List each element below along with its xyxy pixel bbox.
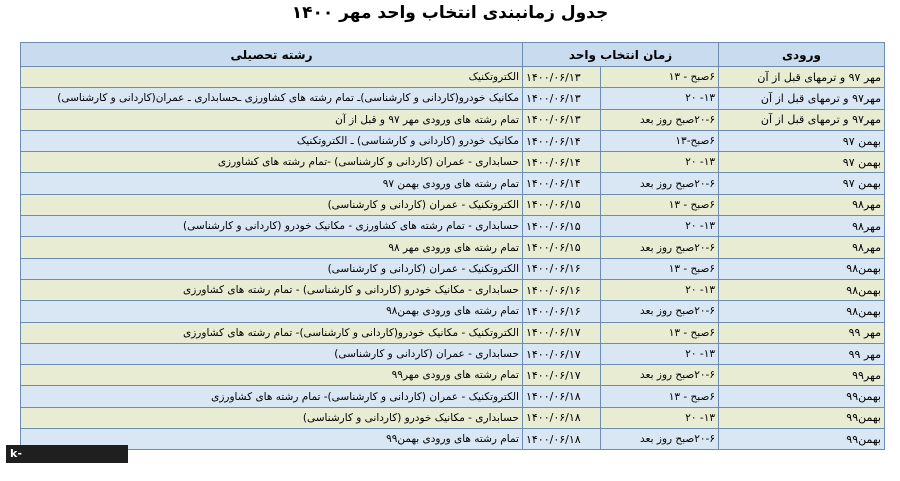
entry-cell: بهمن ۹۷	[719, 130, 885, 151]
table-row	[21, 67, 885, 88]
table-row	[21, 279, 885, 300]
date-cell: ۱۴۰۰/۰۶/۱۶	[522, 258, 600, 279]
field-cell: الکتروتکنیک	[21, 67, 523, 88]
date-cell: ۱۴۰۰/۰۶/۱۷	[522, 322, 600, 343]
date-cell: ۱۴۰۰/۰۶/۱۸	[522, 407, 600, 428]
table-row	[21, 322, 885, 343]
table-row	[21, 301, 885, 322]
schedule-table	[20, 42, 885, 450]
table-row	[21, 194, 885, 215]
date-cell: ۱۴۰۰/۰۶/۱۵	[522, 194, 600, 215]
field-cell: تمام رشته های ورودی بهمن۹۸	[21, 301, 523, 322]
date-cell: ۱۴۰۰/۰۶/۱۳	[522, 109, 600, 130]
time-range-cell: ۶صبح - ۱۳	[601, 258, 719, 279]
time-range-cell: ۱۳- ۲۰	[601, 343, 719, 364]
field-cell: حسابداری - مکانیک خودرو (کاردانی و کارشناسی) - تمام رشته های کشاورزی	[21, 279, 523, 300]
time-range-cell: ۲۰-۶صبح روز بعد	[601, 109, 719, 130]
entry-cell: مهر ۹۷ و ترمهای قبل از آن	[719, 67, 885, 88]
date-cell: ۱۴۰۰/۰۶/۱۴	[522, 152, 600, 173]
table-row	[21, 130, 885, 151]
date-cell: ۱۴۰۰/۰۶/۱۴	[522, 173, 600, 194]
field-cell: الکتروتکنیک - عمران (کاردانی و کارشناسی)	[21, 258, 523, 279]
entry-cell: بهمن۹۸	[719, 279, 885, 300]
field-cell: حسابداری - عمران (کاردانی و کارشناسی) -تمام رشته های کشاورزی	[21, 152, 523, 173]
header-entry: ورودی	[719, 43, 885, 67]
table-row	[21, 152, 885, 173]
date-cell: ۱۴۰۰/۰۶/۱۶	[522, 301, 600, 322]
entry-cell: مهر۹۹	[719, 365, 885, 386]
field-cell: الکتروتکنیک - عمران (کاردانی و کارشناسی)	[21, 194, 523, 215]
table-row	[21, 88, 885, 109]
page-title: جدول زمانبندی انتخاب واحد مهر ۱۴۰۰	[291, 3, 609, 23]
date-cell: ۱۴۰۰/۰۶/۱۸	[522, 429, 600, 450]
time-range-cell: ۲۰-۶صبح روز بعد	[601, 365, 719, 386]
field-cell: حسابداری - تمام رشته های کشاورزی - مکانیک خودرو (کاردانی و کارشناسی)	[21, 216, 523, 237]
entry-cell: مهر ۹۹	[719, 322, 885, 343]
header-field: رشته تحصیلی	[21, 43, 523, 67]
table-row	[21, 216, 885, 237]
field-cell: تمام رشته های ورودی بهمن ۹۷	[21, 173, 523, 194]
field-cell: حسابداری - عمران (کاردانی و کارشناسی)	[21, 343, 523, 364]
field-cell: تمام رشته های ورودی مهر ۹۸	[21, 237, 523, 258]
entry-cell: مهر۹۸	[719, 237, 885, 258]
entry-cell: مهر۹۸	[719, 216, 885, 237]
time-range-cell: ۱۳- ۲۰	[601, 279, 719, 300]
time-range-cell: ۱۳- ۲۰	[601, 216, 719, 237]
date-cell: ۱۴۰۰/۰۶/۱۷	[522, 365, 600, 386]
table-row	[21, 237, 885, 258]
field-cell: الکتروتکنیک - عمران (کاردانی و کارشناسی)- تمام رشته های کشاورزی	[21, 386, 523, 407]
field-cell: تمام رشته های ورودی مهر ۹۷ و قبل از آن	[21, 109, 523, 130]
time-range-cell: ۶صبح-۱۳	[601, 130, 719, 151]
entry-cell: مهر۹۷ و ترمهای قبل از آن	[719, 88, 885, 109]
table-row	[21, 258, 885, 279]
date-cell: ۱۴۰۰/۰۶/۱۳	[522, 67, 600, 88]
entry-cell: بهمن۹۸	[719, 258, 885, 279]
time-range-cell: ۲۰-۶صبح روز بعد	[601, 173, 719, 194]
field-cell: مکانیک خودرو (کاردانی و کارشناسی) ـ الکتروتکنیک	[21, 130, 523, 151]
table-row	[21, 365, 885, 386]
entry-cell: بهمن۹۸	[719, 301, 885, 322]
entry-cell: بهمن۹۹	[719, 386, 885, 407]
time-range-cell: ۲۰-۶صبح روز بعد	[601, 301, 719, 322]
date-cell: ۱۴۰۰/۰۶/۱۸	[522, 386, 600, 407]
entry-cell: مهر ۹۹	[719, 343, 885, 364]
site-watermark: k-maragheh.tvu.ac.ir	[6, 445, 128, 463]
date-cell: ۱۴۰۰/۰۶/۱۷	[522, 343, 600, 364]
time-range-cell: ۶صبح - ۱۳	[601, 322, 719, 343]
header-time: زمان انتخاب واحد	[522, 43, 718, 67]
field-cell: الکتروتکنیک - مکانیک خودرو(کاردانی و کارشناسی)- تمام رشته های کشاورزی	[21, 322, 523, 343]
time-range-cell: ۶صبح - ۱۳	[601, 386, 719, 407]
date-cell: ۱۴۰۰/۰۶/۱۵	[522, 216, 600, 237]
field-cell: حسابداری - مکانیک خودرو (کاردانی و کارشناسی)	[21, 407, 523, 428]
table-row	[21, 109, 885, 130]
field-cell: تمام رشته های ورودی مهر۹۹	[21, 365, 523, 386]
time-range-cell: ۶صبح - ۱۳	[601, 194, 719, 215]
table-row	[21, 173, 885, 194]
table-row	[21, 429, 885, 450]
time-range-cell: ۱۳- ۲۰	[601, 407, 719, 428]
date-cell: ۱۴۰۰/۰۶/۱۵	[522, 237, 600, 258]
time-range-cell: ۲۰-۶صبح روز بعد	[601, 429, 719, 450]
entry-cell: بهمن ۹۷	[719, 173, 885, 194]
time-range-cell: ۱۳- ۲۰	[601, 152, 719, 173]
date-cell: ۱۴۰۰/۰۶/۱۳	[522, 88, 600, 109]
time-range-cell: ۶صبح - ۱۳	[601, 67, 719, 88]
entry-cell: بهمن۹۹	[719, 407, 885, 428]
date-cell: ۱۴۰۰/۰۶/۱۶	[522, 279, 600, 300]
entry-cell: مهر۹۸	[719, 194, 885, 215]
time-range-cell: ۱۳- ۲۰	[601, 88, 719, 109]
entry-cell: بهمن۹۹	[719, 429, 885, 450]
field-cell: تمام رشته های ورودی بهمن۹۹	[21, 429, 523, 450]
table-row	[21, 407, 885, 428]
entry-cell: مهر۹۷ و ترمهای قبل از آن	[719, 109, 885, 130]
date-cell: ۱۴۰۰/۰۶/۱۴	[522, 130, 600, 151]
entry-cell: بهمن ۹۷	[719, 152, 885, 173]
table-body	[21, 67, 885, 450]
table-row	[21, 386, 885, 407]
table-row	[21, 343, 885, 364]
field-cell: مکانیک خودرو(کاردانی و کارشناسی)ـ تمام رشته های کشاورزی ـحسابداری ـ عمران(کاردانی و کارشناسی)	[21, 88, 523, 109]
time-range-cell: ۲۰-۶صبح روز بعد	[601, 237, 719, 258]
table-header-row	[21, 43, 885, 67]
